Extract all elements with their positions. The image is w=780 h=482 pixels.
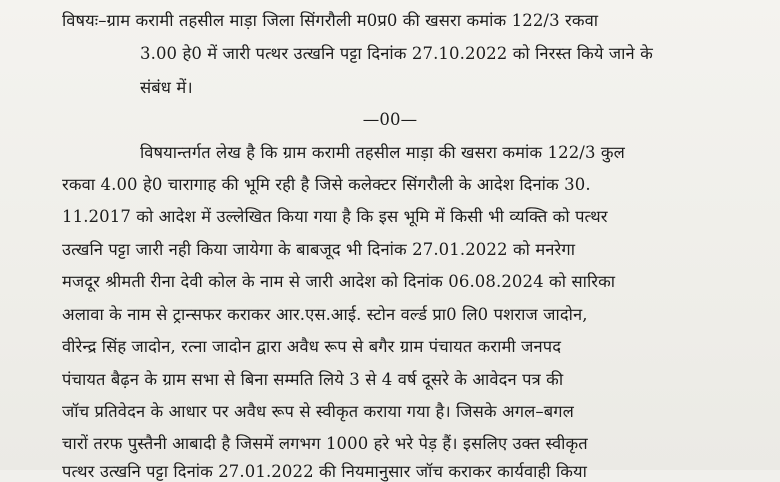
body-line: मजदूर श्रीमती रीना देवी कोल के नाम से जारी आदेश को दिनांक 06.08.2024 को सारिका bbox=[62, 272, 616, 291]
body-line: 11.2017 को आदेश में उल्लेखित किया गया है कि इस भूमि में किसी भी व्यक्ति को पत्थर bbox=[62, 207, 608, 226]
body-line: अलावा के नाम से ट्रान्सफर कराकर आर.एस.आई. स्टोन वर्ल्ड प्रा0 लि0 पशराज जादोन, bbox=[62, 305, 588, 324]
body-line: पत्थर उत्खनि पट्टा दिनांक 27.01.2022 की नियमानुसार जॉच कराकर कार्यवाही किया bbox=[62, 462, 587, 481]
body-line: रकवा 4.00 हे0 चारागाह की भूमि रही है जिसे कलेक्टर सिंगरौली के आदेश दिनांक 30. bbox=[62, 175, 591, 194]
subject-line-2: 3.00 हे0 में जारी पत्थर उत्खनि पट्टा दिनांक 27.10.2022 को निरस्त किये जाने के bbox=[140, 44, 653, 63]
body-line: जॉच प्रतिवेदन के आधार पर अवैध रूप से स्वीकृत कराया गया है। जिसके अगल–बगल bbox=[62, 402, 574, 421]
body-line: वीरेन्द्र सिंह जादोन, रत्ना जादोन द्वारा अवैध रूप से बगैर ग्राम पंचायत करामी जनपद bbox=[62, 337, 562, 356]
body-line: उत्खनि पट्टा जारी नही किया जायेगा के बाबजूद भी दिनांक 27.01.2022 को मनरेगा bbox=[62, 240, 576, 259]
separator: —00— bbox=[362, 110, 418, 129]
body-line: चारों तरफ पुस्तैनी आबादी है जिसमें लगभग 1000 हरे भरे पेड़ हैं। इसलिए उक्त स्वीकृत bbox=[62, 434, 588, 453]
body-line: पंचायत बैढ़न के ग्राम सभा से बिना सम्मति लिये 3 से 4 वर्ष दूसरे के आवेदन पत्र की bbox=[62, 370, 564, 389]
subject-line-3: संबंध में। bbox=[140, 78, 193, 97]
subject-label: विषयः bbox=[62, 11, 99, 30]
subject-text-1: –ग्राम करामी तहसील माड़ा जिला सिंगरौली म0प्र0 की खसरा कमांक 122/3 रकवा bbox=[98, 11, 599, 30]
subject-line-1 bbox=[62, 11, 598, 31]
body-line: विषयान्तर्गत लेख है कि ग्राम करामी तहसील माड़ा की खसरा कमांक 122/3 कुल bbox=[140, 143, 625, 162]
